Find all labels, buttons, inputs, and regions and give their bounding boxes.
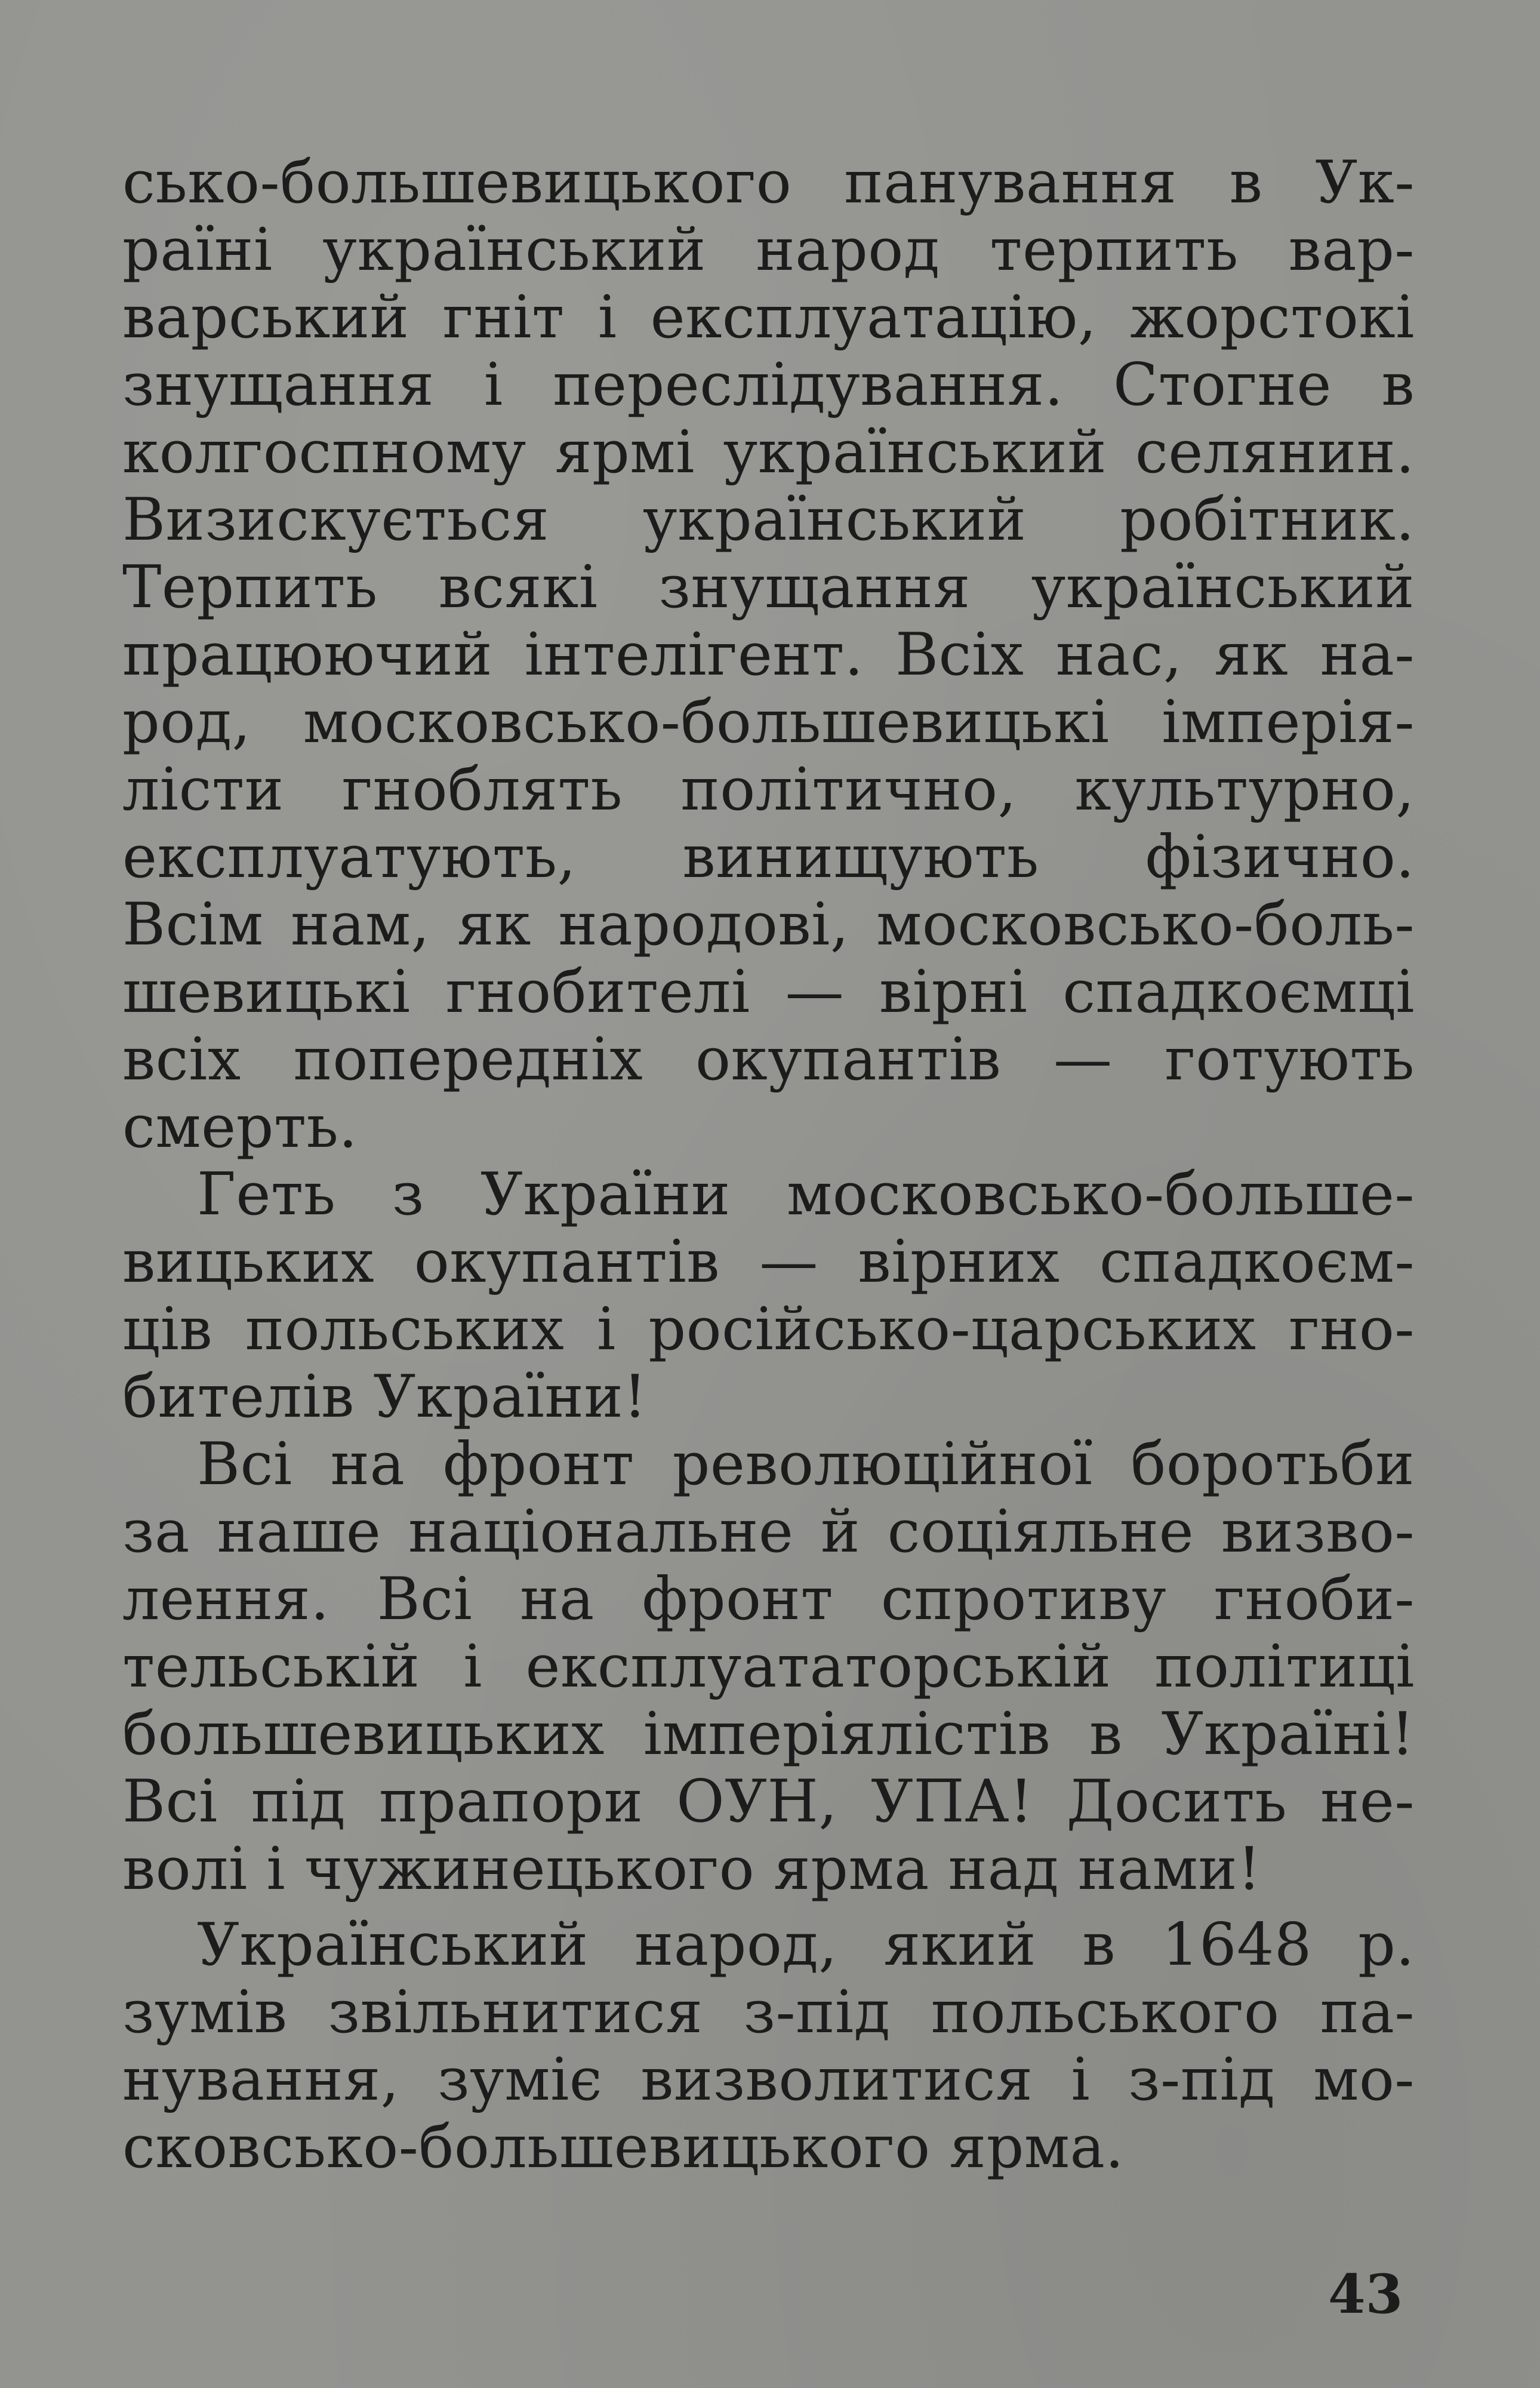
text-line: зумів звільнитися з-під польського па-	[122, 1979, 1415, 2047]
text-line: Всі під прапори ОУН, УПА! Досить не-	[122, 1768, 1415, 1836]
text-line: род, московсько-большевицькі імперія-	[122, 689, 1415, 756]
text-line: Український народ, який в 1648 р.	[197, 1912, 1415, 1979]
text-line: варський гніт і експлуатацію, жорстокі	[122, 284, 1415, 352]
paragraph-2	[122, 1161, 1415, 1431]
text-line: Геть з України московсько-больше-	[197, 1161, 1415, 1229]
text-line: Всім нам, як народові, московсько-боль-	[122, 891, 1415, 959]
text-line: тельській і експлуататорській політиці	[122, 1633, 1415, 1701]
text-line: большевицьких імперіялістів в Україні!	[122, 1701, 1415, 1768]
paragraph-4	[122, 1912, 1415, 2181]
text-line: лення. Всі на фронт спротиву гноби-	[122, 1566, 1415, 1633]
text-line: знущання і переслідування. Стогне в	[122, 352, 1415, 419]
page-number: 43	[1328, 2263, 1403, 2326]
text-line: смерть.	[122, 1094, 358, 1161]
body-text	[122, 149, 1415, 2181]
text-line: колгоспному ярмі український селянин.	[122, 419, 1415, 487]
text-line: за наше національне й соціяльне визво-	[122, 1498, 1415, 1566]
text-line: раїні український народ терпить вар-	[122, 217, 1415, 284]
text-line: ців польських і російсько-царських гно-	[122, 1296, 1415, 1364]
paragraph-3	[122, 1431, 1415, 1903]
text-line: шевицькі гнобителі — вірні спадкоємці	[122, 959, 1415, 1026]
text-line: лісти гноблять політично, культурно,	[122, 756, 1415, 824]
text-line: нування, зуміє визволитися і з-під мо-	[122, 2047, 1415, 2114]
text-line: вицьких окупантів — вірних спадкоєм-	[122, 1229, 1415, 1296]
text-line: бителів України!	[122, 1364, 648, 1431]
text-line: всіх попередніх окупантів — готують	[122, 1026, 1415, 1094]
text-line: волі і чужинецького ярма над нами!	[122, 1836, 1262, 1903]
text-line: сковсько-большевицького ярма.	[122, 2114, 1125, 2181]
text-line: сько-большевицького панування в Ук-	[122, 149, 1415, 217]
text-line: Терпить всякі знущання український	[122, 554, 1415, 621]
text-line: експлуатують, винищують фізично.	[122, 824, 1415, 891]
text-line: працюючий інтелігент. Всіх нас, як на-	[122, 621, 1415, 689]
text-line: Всі на фронт революційної боротьби	[197, 1431, 1415, 1498]
paragraph-1	[122, 149, 1415, 1161]
text-line: Визискується український робітник.	[122, 487, 1415, 554]
